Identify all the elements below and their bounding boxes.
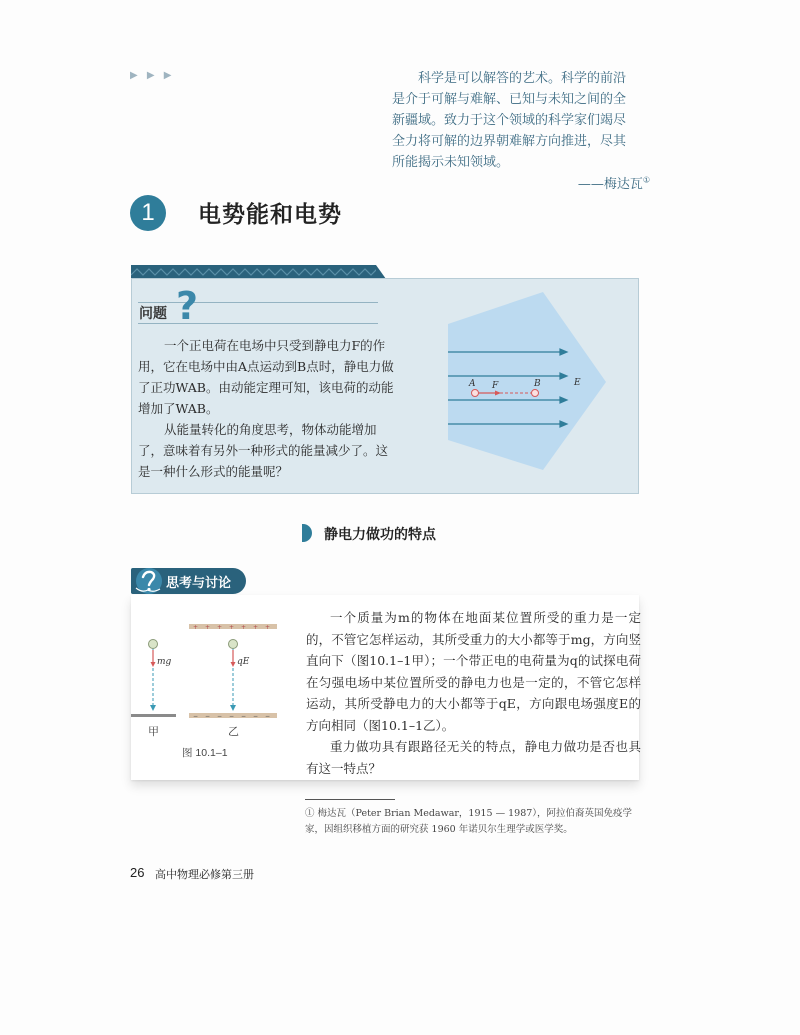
- footnote: ① 梅达瓦（Peter Brian Medawar，1915 — 1987），阿拉伯裔英国免疫学家，因组织移植方面的研究获 1960 年诺贝尔生理学或医学奖。: [305, 808, 633, 835]
- qe-arrowhead: [231, 662, 236, 667]
- figure-label-jia: 甲: [148, 725, 159, 738]
- svg-text:+: +: [265, 624, 271, 631]
- decorative-arrows: ▶ ▶ ▶: [130, 70, 175, 81]
- footnote-marker: ①: [642, 175, 650, 185]
- discussion-label: 思考与讨论: [166, 576, 232, 591]
- question-label: 问题: [139, 306, 167, 322]
- question-rule-bottom: [138, 323, 378, 324]
- svg-text:−: −: [217, 713, 223, 720]
- svg-text:−: −: [253, 713, 259, 720]
- label-point-b: B: [534, 379, 541, 389]
- figure-10-1-1: [131, 620, 291, 725]
- figure-label-yi: 乙: [228, 725, 239, 738]
- charge-b-dot: [532, 390, 539, 397]
- svg-text:+: +: [241, 624, 247, 631]
- charge-a-dot: [472, 390, 479, 397]
- quote-line: 科学是可以解答的艺术。科学的前沿: [392, 71, 627, 86]
- svg-text:+: +: [205, 624, 211, 631]
- question-rule-top: [138, 302, 378, 303]
- svg-text:−: −: [205, 713, 211, 720]
- question-paragraph: 一个正电荷在电场中只受到静电力F的作用，它在电场中由A点运动到B点时，静电力做了正功WAB。由动能定理可知，该电荷的动能增加了WAB。: [138, 338, 394, 416]
- test-charge: [229, 640, 238, 649]
- svg-text:+: +: [253, 624, 259, 631]
- quote-line: 是介于可解与难解、已知与未知之间的全: [392, 92, 627, 107]
- question-header-bar: [131, 265, 376, 279]
- book-title: 高中物理必修第三册: [155, 868, 254, 881]
- question-paragraph: 从能量转化的角度思考，物体动能增加了，意味着有另外一种形式的能量减少了。这是一种什么形式的能量呢？: [138, 422, 389, 479]
- gravity-path-arrow: [150, 705, 156, 711]
- svg-text:−: −: [241, 713, 247, 720]
- svg-text:+: +: [229, 624, 235, 631]
- svg-text:+: +: [193, 624, 199, 631]
- svg-text:−: −: [193, 713, 199, 720]
- question-text: [138, 335, 398, 482]
- label-field-e: E: [574, 378, 581, 388]
- discussion-text: [306, 607, 641, 779]
- subsection-title: 静电力做功的特点: [324, 527, 436, 543]
- section-title: 电势能和电势: [198, 202, 342, 228]
- thinking-icon: [133, 566, 165, 596]
- epigraph-quote: [392, 68, 642, 173]
- quote-attribution: [540, 173, 650, 192]
- ground: [131, 714, 176, 717]
- page-number: 26: [130, 865, 145, 880]
- mass-ball: [149, 640, 158, 649]
- zigzag-pattern: [131, 265, 376, 279]
- subsection-marker: [302, 524, 312, 542]
- label-qe: qE: [237, 657, 250, 667]
- quote-line: 全力将可解的边界朝难解方向推进，尽其: [392, 134, 627, 149]
- label-point-a: A: [469, 379, 476, 389]
- charge-fall-arrow: [230, 705, 236, 711]
- figure-caption: 图 10.1–1: [182, 747, 228, 759]
- question-mark-icon: ?: [176, 284, 199, 328]
- discussion-paragraph: 重力做功具有跟路径无关的特点，静电力做功是否也具有这一特点？: [306, 739, 641, 776]
- section-number-badge: 1: [130, 195, 166, 231]
- mg-arrowhead: [151, 662, 156, 667]
- attribution-name: ——梅达瓦: [577, 177, 643, 192]
- label-force: F: [492, 381, 499, 391]
- discussion-paragraph: 一个质量为m的物体在地面某位置所受的重力是一定的，不管它怎样运动，其所受重力的大小都等于mg，方向竖直向下（图10.1–1甲）；一个带正电的电荷量为q的试探电荷在匀强电场中某位置所受的静电力也是一定的，不管它怎样运动，其所受静电力的大小都等于qE，方向跟电场强度E的方向相同（图10.1–1乙）。: [306, 610, 641, 733]
- svg-text:+: +: [217, 624, 223, 631]
- electric-field-figure: [448, 292, 618, 472]
- question-bar-tail: [376, 265, 386, 279]
- label-mg: mg: [157, 657, 172, 667]
- svg-text:−: −: [229, 713, 235, 720]
- quote-line: 所能揭示未知领域。: [392, 155, 510, 170]
- svg-text:−: −: [265, 713, 271, 720]
- footnote-divider: [305, 799, 395, 800]
- quote-line: 新疆域。致力于这个领域的科学家们竭尽: [392, 113, 627, 128]
